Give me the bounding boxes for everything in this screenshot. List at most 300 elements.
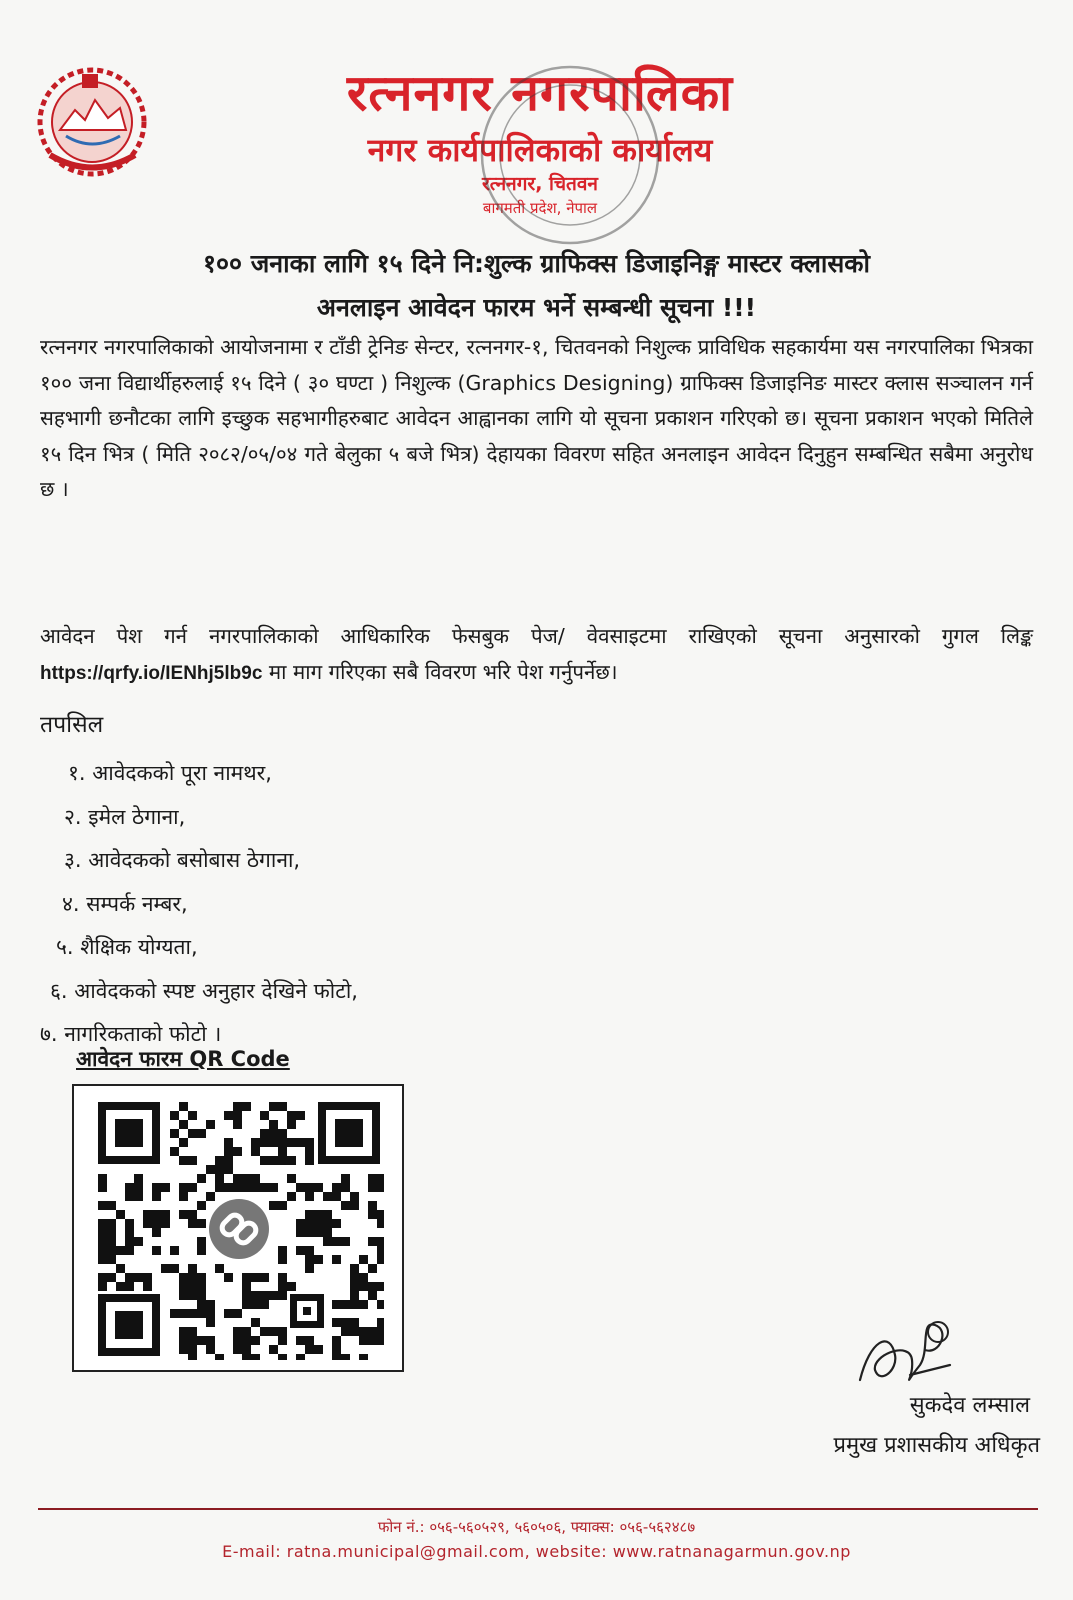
qr-module [98, 1255, 107, 1264]
qr-module [134, 1183, 143, 1192]
qr-module [215, 1156, 224, 1165]
qr-module [188, 1327, 197, 1336]
qr-module [242, 1327, 251, 1336]
qr-module [206, 1120, 215, 1129]
qr-module [341, 1237, 350, 1246]
qr-module [224, 1309, 233, 1318]
qr-module [260, 1300, 269, 1309]
qr-module [107, 1228, 116, 1237]
qr-module [350, 1264, 359, 1273]
qr-code[interactable] [94, 1098, 384, 1360]
qr-module [233, 1120, 242, 1129]
list-item: २. इमेल ठेगाना, [64, 804, 186, 829]
qr-module [368, 1264, 377, 1273]
qr-module [233, 1345, 242, 1354]
qr-module [287, 1111, 296, 1120]
qr-module [143, 1282, 152, 1291]
list-item: ३. आवेदकको बसोबास ठेगाना, [64, 848, 301, 872]
qr-module [368, 1210, 377, 1219]
qr-module [278, 1156, 287, 1165]
qr-module [377, 1237, 384, 1246]
qr-module [233, 1183, 242, 1192]
qr-module [224, 1147, 233, 1156]
qr-module [224, 1138, 233, 1147]
qr-module [332, 1255, 341, 1264]
qr-module [359, 1273, 368, 1282]
qr-module [296, 1138, 305, 1147]
qr-module [296, 1183, 305, 1192]
qr-module [188, 1219, 197, 1228]
qr-module [305, 1210, 314, 1219]
qr-module [332, 1336, 341, 1345]
qr-module [242, 1345, 251, 1354]
qr-module [260, 1156, 269, 1165]
office-province: बागमती प्रदेश, नेपाल [482, 199, 598, 217]
qr-module [251, 1147, 260, 1156]
qr-module [188, 1282, 197, 1291]
qr-module [341, 1201, 350, 1210]
notice-paragraph-2 [40, 618, 1033, 692]
qr-module [305, 1138, 314, 1147]
qr-module [278, 1291, 287, 1300]
notice-title-line2: अनलाइन आवेदन फारम भर्ने सम्बन्धी सूचना !!! [316, 293, 757, 322]
list-item: ४. सम्पर्क नम्बर, [62, 891, 188, 916]
qr-module [188, 1273, 197, 1282]
qr-module [170, 1111, 179, 1120]
qr-module [377, 1219, 384, 1228]
handwritten-signature [850, 1310, 960, 1400]
qr-module [269, 1120, 278, 1129]
qr-code-frame [72, 1084, 404, 1372]
qr-module [359, 1354, 368, 1360]
qr-module [260, 1327, 269, 1336]
qr-module [188, 1183, 197, 1192]
qr-module [233, 1174, 242, 1183]
qr-module [287, 1156, 296, 1165]
qr-module [278, 1147, 287, 1156]
qr-module [314, 1345, 323, 1354]
qr-module [377, 1336, 384, 1345]
qr-module [143, 1219, 152, 1228]
qr-module [323, 1228, 332, 1237]
office-name: नगर कार्यपालिकाको कार्यालय [367, 131, 713, 169]
qr-module [206, 1300, 215, 1309]
qr-module [368, 1174, 377, 1183]
qr-module [278, 1102, 287, 1111]
qr-module [107, 1246, 116, 1255]
qr-module [197, 1336, 206, 1345]
paragraph-2-text-after: मा माग गरिएका सबै विवरण भरि पेश गर्नुपर्नेछ। [268, 660, 618, 684]
qr-module [242, 1183, 251, 1192]
qr-module [314, 1228, 323, 1237]
qr-module [188, 1210, 197, 1219]
qr-module [341, 1174, 350, 1183]
nepal-emblem-icon [30, 60, 160, 180]
qr-module [170, 1129, 179, 1138]
list-item: ५. शैक्षिक योग्यता, [56, 935, 198, 959]
qr-module [314, 1255, 323, 1264]
footer-contact: E-mail: ratna.municipal@gmail.com, website: www.ratnanagarmun.gov.np [222, 1542, 851, 1561]
qr-module [143, 1210, 152, 1219]
qr-module [125, 1237, 134, 1246]
qr-module [116, 1282, 125, 1291]
qr-module [305, 1192, 314, 1201]
qr-module [188, 1345, 197, 1354]
qr-module [350, 1300, 359, 1309]
qr-module [359, 1327, 368, 1336]
qr-module [215, 1174, 224, 1183]
qr-module [188, 1354, 197, 1360]
qr-module [152, 1219, 161, 1228]
qr-module [314, 1210, 323, 1219]
qr-module [242, 1300, 251, 1309]
qr-module [332, 1237, 341, 1246]
qr-module [269, 1201, 278, 1210]
qr-module [278, 1354, 287, 1360]
qr-module [251, 1300, 260, 1309]
notice-paragraph-1: रत्ननगर नगरपालिकाको आयोजनामा र टाँडी ट्रेनिङ सेन्टर, रत्ननगर-१, चितवनको निशुल्क प्राविधिक सहकार्यमा यस नगरपालिका भित्रका १०० जना विद्यार्थीहरुलाई १५ दिने ( ३० घण्टा ) निशुल्क (Graphics Designing) ग्राफिक्स डिजाइनिङ मास्टर क्लास सञ्चालन गर्न सहभागी छनौटका लागि इच्छुक सहभागीहरुबाट आवेदन आह्वानका लागि यो सूचना प्रकाशन गरिएको छ। सूचना प्रकाशन भएको मितिले १५ दिन भित्र ( मिति २०८२/०५/०४ गते बेलुका ५ बजे भित्र) देहायका विवरण सहित अनलाइन आवेदन दिनुहुन सम्बन्धित सबैमा अनुरोध छ । [40, 335, 1033, 502]
qr-module [233, 1102, 242, 1111]
qr-module [269, 1138, 278, 1147]
qr-module [332, 1219, 341, 1228]
details-title: तपसिल [40, 712, 104, 738]
qr-module [98, 1237, 107, 1246]
qr-module [179, 1156, 188, 1165]
qr-module [98, 1246, 107, 1255]
qr-module [98, 1282, 107, 1291]
qr-module [206, 1192, 215, 1201]
qr-module [206, 1309, 215, 1318]
qr-module [350, 1327, 359, 1336]
qr-module [260, 1129, 269, 1138]
qr-module [179, 1273, 188, 1282]
qr-module [287, 1138, 296, 1147]
qr-module [251, 1273, 260, 1282]
qr-module [251, 1354, 260, 1360]
qr-module [251, 1336, 260, 1345]
qr-module [107, 1255, 116, 1264]
qr-code-title: आवेदन फारम QR Code [76, 1047, 290, 1071]
qr-module [179, 1336, 188, 1345]
qr-module [377, 1210, 384, 1219]
qr-module [224, 1156, 233, 1165]
qr-module [125, 1273, 134, 1282]
qr-module [233, 1336, 242, 1345]
qr-module [305, 1147, 314, 1156]
qr-module [197, 1201, 206, 1210]
qr-module [251, 1183, 260, 1192]
qr-module [305, 1156, 314, 1165]
qr-module [179, 1210, 188, 1219]
qr-module [278, 1282, 287, 1291]
qr-module [206, 1336, 215, 1345]
qr-module [305, 1183, 314, 1192]
qr-module [179, 1309, 188, 1318]
qr-module [242, 1282, 251, 1291]
qr-module [341, 1300, 350, 1309]
list-item: ७. नागरिकताको फोटो । [40, 1022, 222, 1046]
qr-module [260, 1273, 269, 1282]
qr-module [350, 1291, 359, 1300]
qr-module [350, 1318, 359, 1327]
qr-module [98, 1183, 107, 1192]
qr-module [197, 1246, 206, 1255]
qr-module [305, 1219, 314, 1228]
qr-module [341, 1318, 350, 1327]
qr-module [98, 1174, 107, 1183]
qr-module [179, 1138, 188, 1147]
qr-module [332, 1183, 341, 1192]
qr-module [332, 1300, 341, 1309]
qr-module [296, 1354, 305, 1360]
qr-module [197, 1300, 206, 1309]
qr-module [278, 1336, 287, 1345]
footer-divider [38, 1508, 1038, 1510]
qr-module [224, 1273, 233, 1282]
qr-module [179, 1282, 188, 1291]
qr-module [206, 1345, 215, 1354]
qr-module [260, 1291, 269, 1300]
qr-module [107, 1273, 116, 1282]
qr-module [377, 1246, 384, 1255]
qr-module [143, 1273, 152, 1282]
qr-module [170, 1246, 179, 1255]
qr-module [197, 1309, 206, 1318]
qr-module [233, 1327, 242, 1336]
qr-module [305, 1246, 314, 1255]
qr-module [278, 1255, 287, 1264]
qr-module [170, 1309, 179, 1318]
qr-module [161, 1183, 170, 1192]
qr-module [170, 1264, 179, 1273]
qr-module [323, 1237, 332, 1246]
qr-module [152, 1183, 161, 1192]
qr-module [269, 1345, 278, 1354]
qr-module [287, 1192, 296, 1201]
qr-module [368, 1291, 377, 1300]
office-location: रत्ननगर, चितवन [482, 173, 598, 195]
municipality-name: रत्ननगर नगरपालिका [346, 63, 734, 122]
qr-module [125, 1246, 134, 1255]
signatory-designation: प्रमुख प्रशासकीय अधिकृत [833, 1433, 1040, 1458]
qr-module [323, 1219, 332, 1228]
qr-module [152, 1246, 161, 1255]
qr-module [224, 1111, 233, 1120]
qr-module [359, 1282, 368, 1291]
qr-module [197, 1273, 206, 1282]
qr-module [368, 1237, 377, 1246]
qr-module [179, 1192, 188, 1201]
qr-module [206, 1165, 215, 1174]
office-stamp [470, 55, 670, 255]
qr-module [260, 1111, 269, 1120]
qr-module [242, 1354, 251, 1360]
qr-module [278, 1129, 287, 1138]
qr-module [224, 1165, 233, 1174]
qr-module [98, 1219, 107, 1228]
qr-module [341, 1354, 350, 1360]
qr-module [215, 1165, 224, 1174]
paragraph-2-text-before: आवेदन पेश गर्न नगरपालिकाको आधिकारिक फेसबुक पेज/ वेवसाइटमा राखिएको सूचना अनुसारको गुगल लिङ्क [40, 624, 1033, 648]
qr-module [188, 1291, 197, 1300]
qr-module [341, 1183, 350, 1192]
qr-module [278, 1327, 287, 1336]
qr-module [296, 1228, 305, 1237]
qr-module [314, 1219, 323, 1228]
qr-module [305, 1228, 314, 1237]
qr-module [278, 1246, 287, 1255]
qr-module [197, 1129, 206, 1138]
qr-module [152, 1228, 161, 1237]
qr-module [350, 1192, 359, 1201]
qr-module [368, 1327, 377, 1336]
qr-module [296, 1219, 305, 1228]
notice-title [40, 242, 1033, 330]
qr-module [359, 1336, 368, 1345]
qr-module [206, 1318, 215, 1327]
qr-module [188, 1111, 197, 1120]
footer-phone: फोन नं.: ०५६-५६०५२९, ५६०५०६, फ्याक्स: ०५६-५६२४८७ [377, 1518, 696, 1536]
qr-module [125, 1192, 134, 1201]
qr-module [242, 1336, 251, 1345]
qr-module [107, 1237, 116, 1246]
qr-module [197, 1282, 206, 1291]
qr-module [197, 1174, 206, 1183]
qr-module [314, 1183, 323, 1192]
qr-module [332, 1354, 341, 1360]
qr-module [323, 1210, 332, 1219]
qr-module [269, 1183, 278, 1192]
qr-module [305, 1345, 314, 1354]
qr-module [188, 1156, 197, 1165]
notice-title-line1: १०० जनाका लागि १५ दिने नि:शुल्क ग्राफिक्स डिजाइनिङ्ग मास्टर क्लासको [203, 249, 870, 278]
qr-module [224, 1183, 233, 1192]
qr-module [305, 1264, 314, 1273]
qr-module [377, 1255, 384, 1264]
qr-module [359, 1255, 368, 1264]
qr-module [179, 1291, 188, 1300]
qr-module [188, 1309, 197, 1318]
qr-module [233, 1147, 242, 1156]
qr-module [179, 1102, 188, 1111]
qr-module [269, 1327, 278, 1336]
qr-module [278, 1201, 287, 1210]
google-form-link[interactable]: https://qrfy.io/IENhj5lb9c [40, 663, 263, 684]
qr-module [278, 1273, 287, 1282]
qr-module [278, 1138, 287, 1147]
qr-module [98, 1228, 107, 1237]
qr-module [179, 1183, 188, 1192]
qr-module [188, 1264, 197, 1273]
qr-module [125, 1282, 134, 1291]
qr-module [269, 1102, 278, 1111]
qr-module [116, 1264, 125, 1273]
qr-module [377, 1318, 384, 1327]
qr-module [215, 1354, 224, 1360]
qr-module [296, 1111, 305, 1120]
qr-module [260, 1138, 269, 1147]
qr-module [152, 1192, 161, 1201]
qr-module [287, 1120, 296, 1129]
qr-module [197, 1291, 206, 1300]
list-item: १. आवेदकको पूरा नामथर, [68, 761, 272, 785]
qr-module [368, 1282, 377, 1291]
qr-module [287, 1174, 296, 1183]
qr-module [215, 1264, 224, 1273]
qr-module [269, 1156, 278, 1165]
qr-module [359, 1300, 368, 1309]
qr-module [170, 1147, 179, 1156]
qr-module [179, 1345, 188, 1354]
qr-module [188, 1129, 197, 1138]
qr-module [233, 1309, 242, 1318]
qr-module [368, 1201, 377, 1210]
qr-module [269, 1291, 278, 1300]
qr-module [368, 1336, 377, 1345]
qr-module [323, 1192, 332, 1201]
qr-module [98, 1201, 107, 1210]
qr-module [341, 1327, 350, 1336]
qr-module [107, 1201, 116, 1210]
qr-module [242, 1273, 251, 1282]
qr-module [161, 1264, 170, 1273]
qr-module [134, 1273, 143, 1282]
qr-module [161, 1219, 170, 1228]
qr-module [116, 1210, 125, 1219]
qr-module [251, 1138, 260, 1147]
qr-module [350, 1282, 359, 1291]
qr-module [269, 1129, 278, 1138]
qr-module [134, 1192, 143, 1201]
qr-module [197, 1237, 206, 1246]
qr-module [332, 1192, 341, 1201]
qr-module [242, 1291, 251, 1300]
qr-module [296, 1336, 305, 1345]
qr-module [134, 1237, 143, 1246]
qr-module [116, 1246, 125, 1255]
qr-module [179, 1120, 188, 1129]
qr-module [251, 1291, 260, 1300]
qr-module [125, 1219, 134, 1228]
qr-module [377, 1282, 384, 1291]
qr-module [125, 1228, 134, 1237]
qr-module [287, 1282, 296, 1291]
qr-module [377, 1174, 384, 1183]
qr-module [179, 1327, 188, 1336]
qr-module [197, 1219, 206, 1228]
qr-module [188, 1336, 197, 1345]
qr-module [251, 1318, 260, 1327]
qr-module [242, 1174, 251, 1183]
qr-module [125, 1183, 134, 1192]
qr-module [350, 1201, 359, 1210]
qr-module [98, 1273, 107, 1282]
qr-module [215, 1183, 224, 1192]
qr-module [377, 1327, 384, 1336]
qr-module [305, 1255, 314, 1264]
qr-module [296, 1246, 305, 1255]
qr-module [242, 1102, 251, 1111]
qr-module [305, 1336, 314, 1345]
qr-module [233, 1111, 242, 1120]
qr-module [332, 1345, 341, 1354]
qr-module [134, 1174, 143, 1183]
qr-module [332, 1318, 341, 1327]
qr-module [377, 1300, 384, 1309]
qr-module [152, 1210, 161, 1219]
qr-module [251, 1174, 260, 1183]
qr-module [161, 1210, 170, 1219]
